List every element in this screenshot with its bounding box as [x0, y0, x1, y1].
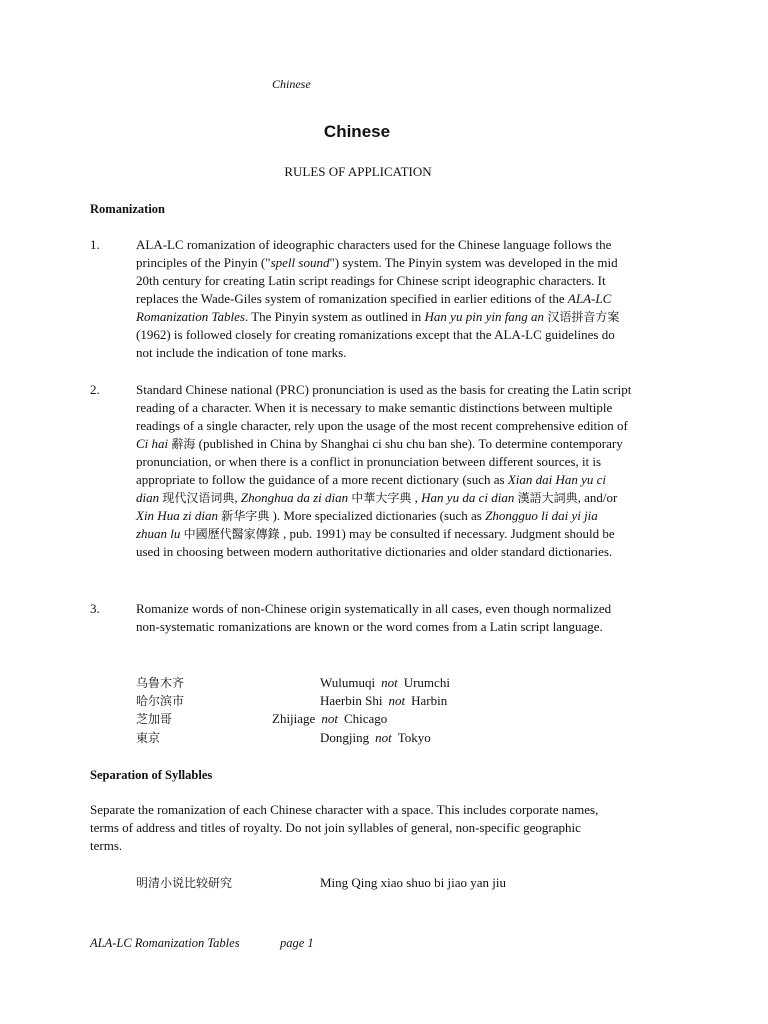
text-run-italic: Zhonghua da zi dian: [240, 490, 349, 505]
rules-heading: RULES OF APPLICATION: [284, 164, 432, 179]
text-run-italic: Ci hai: [136, 436, 169, 451]
example-romanized: [320, 674, 450, 692]
not-label: not: [388, 693, 406, 708]
romanized-text: Dongjing: [320, 730, 370, 745]
item-number: 2.: [90, 382, 100, 397]
text-run-italic: spell sound: [270, 255, 330, 270]
separation-heading: Separation of Syllables: [90, 768, 213, 782]
item-number: 3.: [90, 601, 100, 616]
footer-title: ALA-LC Romanization Tables: [90, 936, 240, 950]
text-run-italic: Xian dai Han yu ci dian: [136, 472, 607, 505]
text-run: ALA-LC romanization of ideographic characters used for the Chinese language follows the principles of the Pinyin (": [136, 237, 612, 270]
example-romanized: [320, 729, 431, 747]
running-head: Chinese: [272, 77, 311, 91]
text-run: Standard Chinese national (PRC) pronunciation is used as the basis for creating the Latin script reading of a character. When it is necessary to make semantic distinctions between multiple readings of a single character, rely upon the usage of the most recent comprehensive edition of: [136, 382, 632, 433]
text-run: ). More specialized dictionaries (such as: [269, 508, 486, 523]
chinese-text: 中華大字典: [351, 491, 412, 505]
text-run-italic: Han yu da ci dian: [421, 490, 515, 505]
romanization-heading: Romanization: [90, 202, 165, 216]
text-run-italic: Zhongguo li dai yi jia zhuan lu: [136, 508, 598, 541]
alternative-text: Tokyo: [397, 730, 431, 745]
page-title: Chinese: [323, 122, 391, 141]
example-romanized: [272, 710, 387, 728]
example-chinese: 明清小说比较研究: [136, 876, 233, 890]
example-romanized: [320, 692, 447, 710]
text-run: Romanize words of non-Chinese origin systematically in all cases, even though normalized non-systematic romanizations are known or the word comes from a Latin script language.: [136, 601, 612, 634]
chinese-text: 漢語大詞典: [517, 491, 578, 505]
rule-paragraph-1: [136, 236, 632, 362]
chinese-text: 现代汉语词典: [162, 491, 235, 505]
alternative-text: Urumchi: [403, 675, 450, 690]
text-run: ,: [234, 490, 241, 505]
alternative-text: Chicago: [343, 711, 388, 726]
not-label: not: [375, 730, 392, 745]
romanized-text: Haerbin Shi: [320, 693, 383, 708]
chinese-text: 辭海: [171, 437, 196, 451]
rule-paragraph-3: [136, 600, 632, 636]
chinese-text: 新华字典: [221, 509, 270, 523]
text-run: (1962) is followed closely for creating romanizations except that the ALA-LC guidelines do not include the indication of tone marks.: [136, 327, 615, 360]
romanized-text: Wulumuqi: [320, 675, 376, 690]
example-chinese: 乌鲁木齐: [136, 676, 185, 690]
example-chinese: 芝加哥: [136, 712, 173, 726]
text-run: ") system. The Pinyin system was developed in the mid 20th century for creating Latin script readings for Chinese script ideographic characters. It replaces the Wade-Giles system of romanization specified in earlier editions of the: [136, 255, 618, 306]
example-chinese: 東京: [136, 731, 161, 745]
item-number: 1.: [90, 237, 100, 252]
text-run: , and/or: [577, 490, 618, 505]
text-run: (published in China by Shanghai ci shu chu ban she). To determine contemporary pronunciation, or when there is a conflict in pronunciation between different sources, it is appropriate to follow the guidance of a more recent dictionary (such as: [136, 436, 623, 487]
text-run: ,: [411, 490, 422, 505]
example-romanized: Ming Qing xiao shuo bi jiao yan jiu: [320, 875, 506, 890]
text-run-italic: ALA-LC Romanization Tables: [136, 291, 612, 324]
text-run: . The Pinyin system as outlined in: [244, 309, 425, 324]
separation-paragraph: Separate the romanization of each Chinese character with a space. This includes corporate names, terms of address and titles of royalty. Do not join syllables of general, non-specific geographic terms.: [90, 802, 599, 853]
not-label: not: [381, 675, 398, 690]
chinese-text: 汉语拼音方案: [547, 310, 620, 324]
not-label: not: [321, 711, 338, 726]
rule-paragraph-2: [136, 381, 632, 561]
text-run-italic: Xin Hua zi dian: [136, 508, 218, 523]
example-chinese: 哈尔滨市: [136, 694, 185, 708]
chinese-text: 中國歷代醫家傳錄: [183, 527, 280, 541]
romanized-text: Zhijiage: [272, 711, 316, 726]
text-run-italic: Han yu pin yin fang an: [424, 309, 545, 324]
page-number: page 1: [280, 936, 314, 950]
alternative-text: Harbin: [411, 693, 448, 708]
text-run: , pub. 1991) may be consulted if necessary. Judgment should be used in choosing between modern authoritative dictionaries and older standard dictionaries.: [136, 526, 615, 559]
